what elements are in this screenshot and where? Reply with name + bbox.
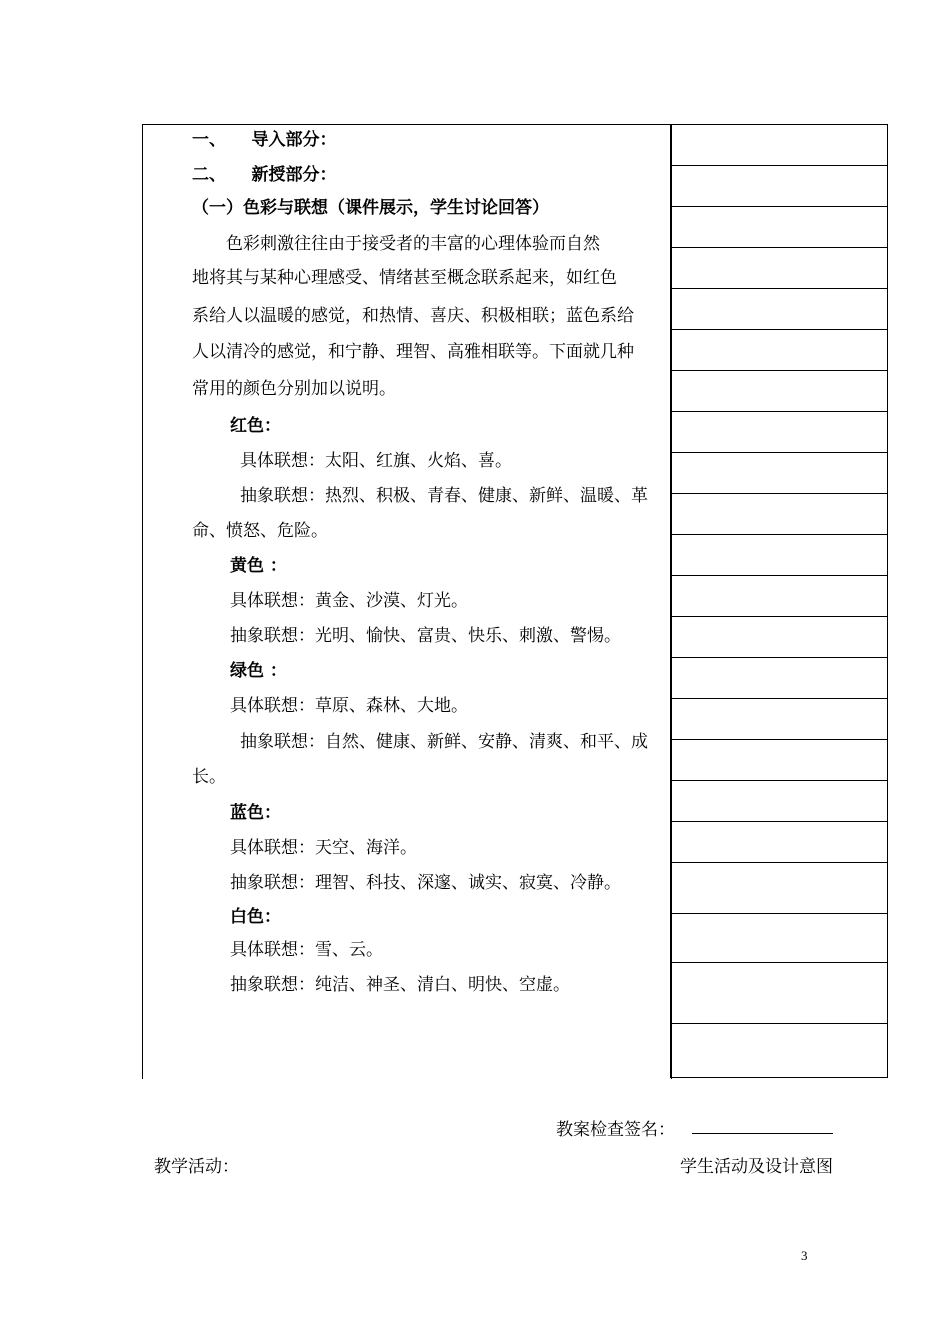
activity-cell [670,657,888,699]
green-abstract-continued: 长。 [192,767,226,787]
color-blue-heading: 蓝色： [230,803,281,823]
activity-cell [670,370,888,412]
paragraph-line: 常用的颜色分别加以说明。 [192,379,396,399]
activity-cell [670,411,888,453]
student-activity-label: 学生活动及设计意图 [680,1157,833,1177]
green-abstract-line: 抽象联想：自然、健康、新鲜、安静、清爽、和平、成 [240,732,648,752]
activity-cell [670,1023,888,1078]
yellow-concrete-line: 具体联想：黄金、沙漠、灯光。 [230,591,468,611]
activity-cell [670,821,888,863]
activity-cell [670,165,888,207]
color-red-heading: 红色： [230,416,281,436]
red-abstract-continued: 命、愤怒、危险。 [192,521,328,541]
teaching-activity-label: 教学活动： [154,1157,239,1177]
activity-cell [670,913,888,963]
section-intro-heading: 一、 导入部分： [192,130,337,150]
activity-cell [670,698,888,740]
activity-cell [670,575,888,617]
activity-cell [670,493,888,535]
activity-cell [670,247,888,289]
yellow-abstract-line: 抽象联想：光明、愉快、富贵、快乐、刺激、警惕。 [230,626,621,646]
activity-cell [670,452,888,494]
signature-blank-line [692,1133,833,1134]
activity-cell [670,962,888,1024]
lesson-content-column [142,124,672,1079]
activity-cell [670,288,888,330]
activity-cell [670,862,888,914]
student-activity-column [670,124,890,1078]
white-concrete-line: 具体联想：雪、云。 [230,940,383,960]
signature-label: 教案检查签名： [556,1120,675,1140]
activity-cell [670,206,888,248]
color-yellow-heading: 黄色 ： [230,556,287,576]
paragraph-line: 系给人以温暖的感觉，和热情、喜庆、积极相联；蓝色系给 [192,306,634,326]
page-number: 3 [801,1248,808,1263]
activity-cell [670,739,888,781]
paragraph-line: 色彩刺激往往由于接受者的丰富的心理体验而自然 [192,234,600,254]
color-white-heading: 白色： [230,907,281,927]
blue-abstract-line: 抽象联想：理智、科技、深邃、诚实、寂寞、冷静。 [230,873,621,893]
activity-cell [670,780,888,822]
red-concrete-line: 具体联想：太阳、红旗、火焰、喜。 [240,451,512,471]
color-green-heading: 绿色 ： [230,661,287,681]
white-abstract-line: 抽象联想：纯洁、神圣、清白、明快、空虚。 [230,975,570,995]
activity-cell [670,616,888,658]
green-concrete-line: 具体联想：草原、森林、大地。 [230,696,468,716]
paragraph-line: 人以清冷的感觉，和宁静、理智、高雅相联等。下面就几种 [192,342,634,362]
blue-concrete-line: 具体联想：天空、海洋。 [230,838,417,858]
section-new-heading: 二、 新授部分： [192,165,337,185]
red-abstract-line: 抽象联想：热烈、积极、青春、健康、新鲜、温暖、革 [240,486,648,506]
activity-cell [670,124,888,166]
activity-cell [670,534,888,576]
paragraph-line: 地将其与某种心理感受、情绪甚至概念联系起来，如红色 [192,268,617,288]
activity-cell [670,329,888,371]
subsection-heading: （一）色彩与联想（课件展示，学生讨论回答） [192,198,549,218]
